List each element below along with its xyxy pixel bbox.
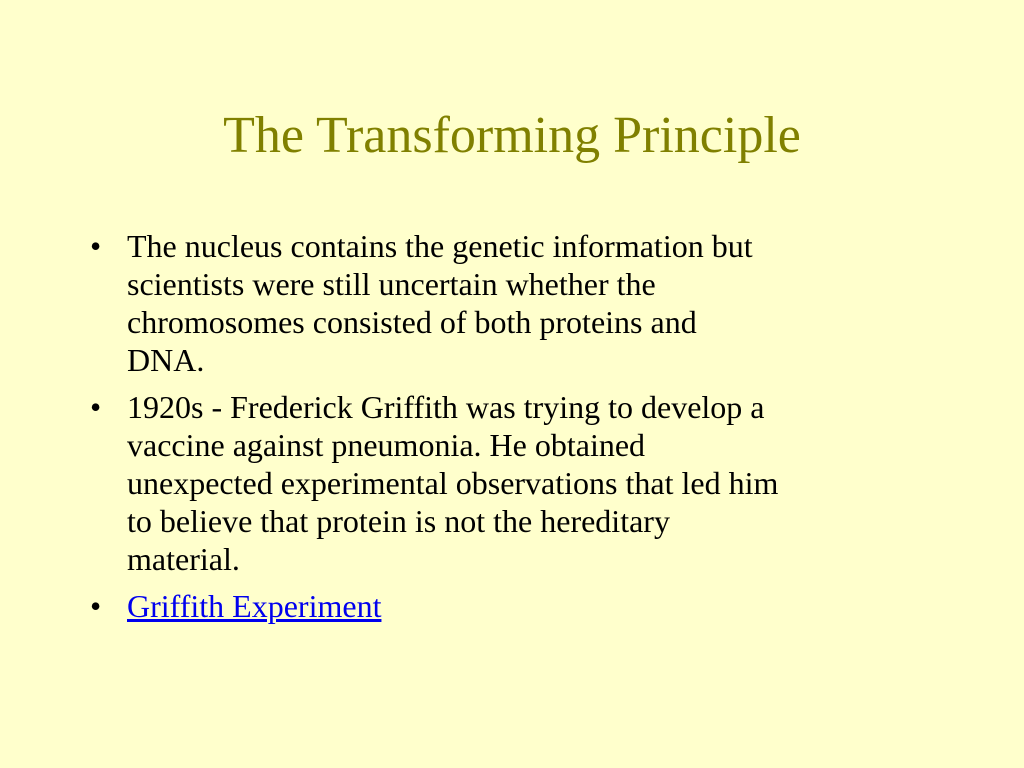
bullet-item-griffith [82, 388, 962, 578]
bullet-icon: • [90, 228, 102, 264]
text-line: The nucleus contains the genetic information but [127, 228, 753, 264]
text-line: chromosomes consisted of both proteins and [127, 304, 697, 340]
slide-title: The Transforming Principle [223, 107, 801, 164]
bullet-icon: • [90, 389, 102, 425]
text-line: to believe that protein is not the hereditary [127, 503, 670, 539]
text-line: 1920s - Frederick Griffith was trying to develop a [127, 389, 765, 425]
text-line: unexpected experimental observations that led him [127, 465, 779, 501]
griffith-experiment-link[interactable]: Griffith Experiment [127, 588, 382, 624]
bullet-item-nucleus [82, 227, 962, 379]
text-line: material. [127, 541, 240, 577]
text-line: scientists were still uncertain whether the [127, 266, 656, 302]
bullet-item-link [82, 587, 962, 625]
text-line: vaccine against pneumonia. He obtained [127, 427, 646, 463]
bullet-list [82, 227, 962, 634]
text-line: DNA. [127, 342, 205, 378]
bullet-text-griffith [127, 388, 962, 578]
bullet-icon: • [90, 588, 102, 624]
bullet-text-nucleus [127, 227, 962, 379]
